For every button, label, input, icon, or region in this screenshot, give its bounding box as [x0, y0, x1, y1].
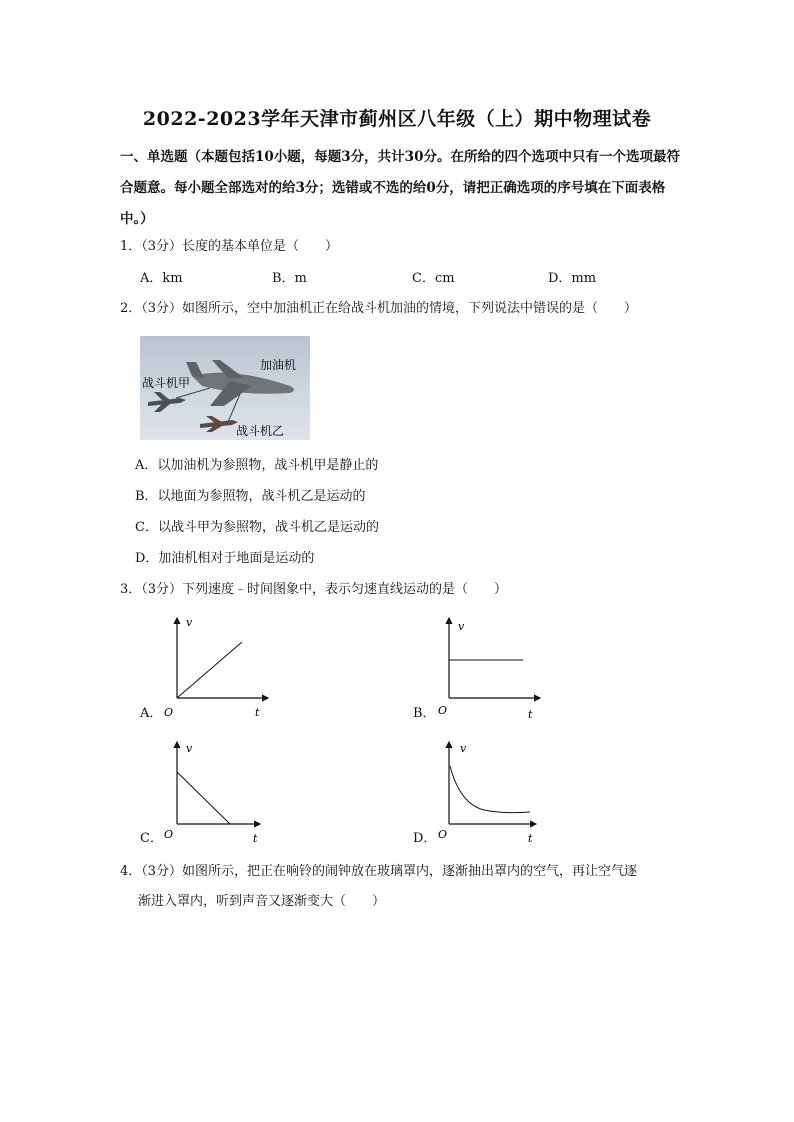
q1-option-c: C．cm [412, 271, 455, 286]
velocity-line [177, 772, 230, 824]
y-axis-label: v [186, 616, 193, 629]
x-axis-label: t [528, 832, 533, 845]
q2-option-c: C．以战斗甲为参照物，战斗机乙是运动的 [135, 520, 379, 535]
y-axis-label: v [186, 742, 193, 755]
q3-option-d-label: D． [413, 831, 437, 846]
question-4-stem-line2: 渐进入罩内，听到声音又逐渐变大（ ） [138, 894, 386, 909]
graph-d [432, 738, 542, 848]
q1-option-a: A．km [140, 271, 183, 286]
question-1-stem: 1．（3分）长度的基本单位是（ ） [120, 239, 339, 254]
velocity-curve [450, 766, 530, 813]
graph-a [160, 614, 270, 724]
question-4-stem-line1: 4．（3分）如图所示，把正在响铃的闹钟放在玻璃罩内，逐渐抽出罩内的空气，再让空气逐 [120, 864, 638, 879]
section-heading: 一、单选题（本题包括10小题，每题3分，共计30分。在所给的四个选项中只有一个选项最符合题意。每小题全部选对的给3分；选错或不选的给0分，请把正确选项的序号填在下面表格中。） [120, 149, 680, 227]
question-2-stem: 2．（3分）如图所示，空中加油机正在给战斗机加油的情境，下列说法中错误的是（ ） [120, 301, 638, 316]
q2-option-a: A．以加油机为参照物，战斗机甲是静止的 [135, 458, 379, 473]
origin-label: O [164, 706, 174, 719]
x-axis-label: t [528, 708, 533, 721]
velocity-line [177, 642, 242, 698]
fighter-a-label: 战斗机甲 [142, 376, 191, 390]
graph-b [432, 614, 542, 724]
q3-option-c-label: C． [140, 831, 163, 846]
q3-option-b-label: B． [413, 706, 436, 721]
origin-label: O [164, 828, 174, 841]
y-axis-label: v [458, 620, 465, 633]
graph-c [160, 738, 270, 848]
tanker-label: 加油机 [260, 358, 297, 372]
page-title: 2022-2023学年天津市蓟州区八年级（上）期中物理试卷 [142, 108, 652, 130]
q1-option-d: D．mm [548, 271, 597, 286]
origin-label: O [438, 828, 448, 841]
fighter-b-label: 战斗机乙 [236, 424, 285, 438]
question-3-stem: 3．（3分）下列速度﹣时间图象中，表示匀速直线运动的是（ ） [120, 582, 508, 597]
q2-option-d: D．加油机相对于地面是运动的 [135, 551, 315, 566]
y-axis-label: v [460, 742, 467, 755]
x-axis-label: t [255, 706, 260, 719]
refueling-photo [140, 336, 310, 440]
q2-option-b: B．以地面为参照物，战斗机乙是运动的 [135, 489, 366, 504]
origin-label: O [438, 704, 448, 717]
x-axis-label: t [253, 832, 258, 845]
q3-option-a-label: A． [140, 706, 163, 721]
q1-option-b: B．m [272, 271, 307, 286]
